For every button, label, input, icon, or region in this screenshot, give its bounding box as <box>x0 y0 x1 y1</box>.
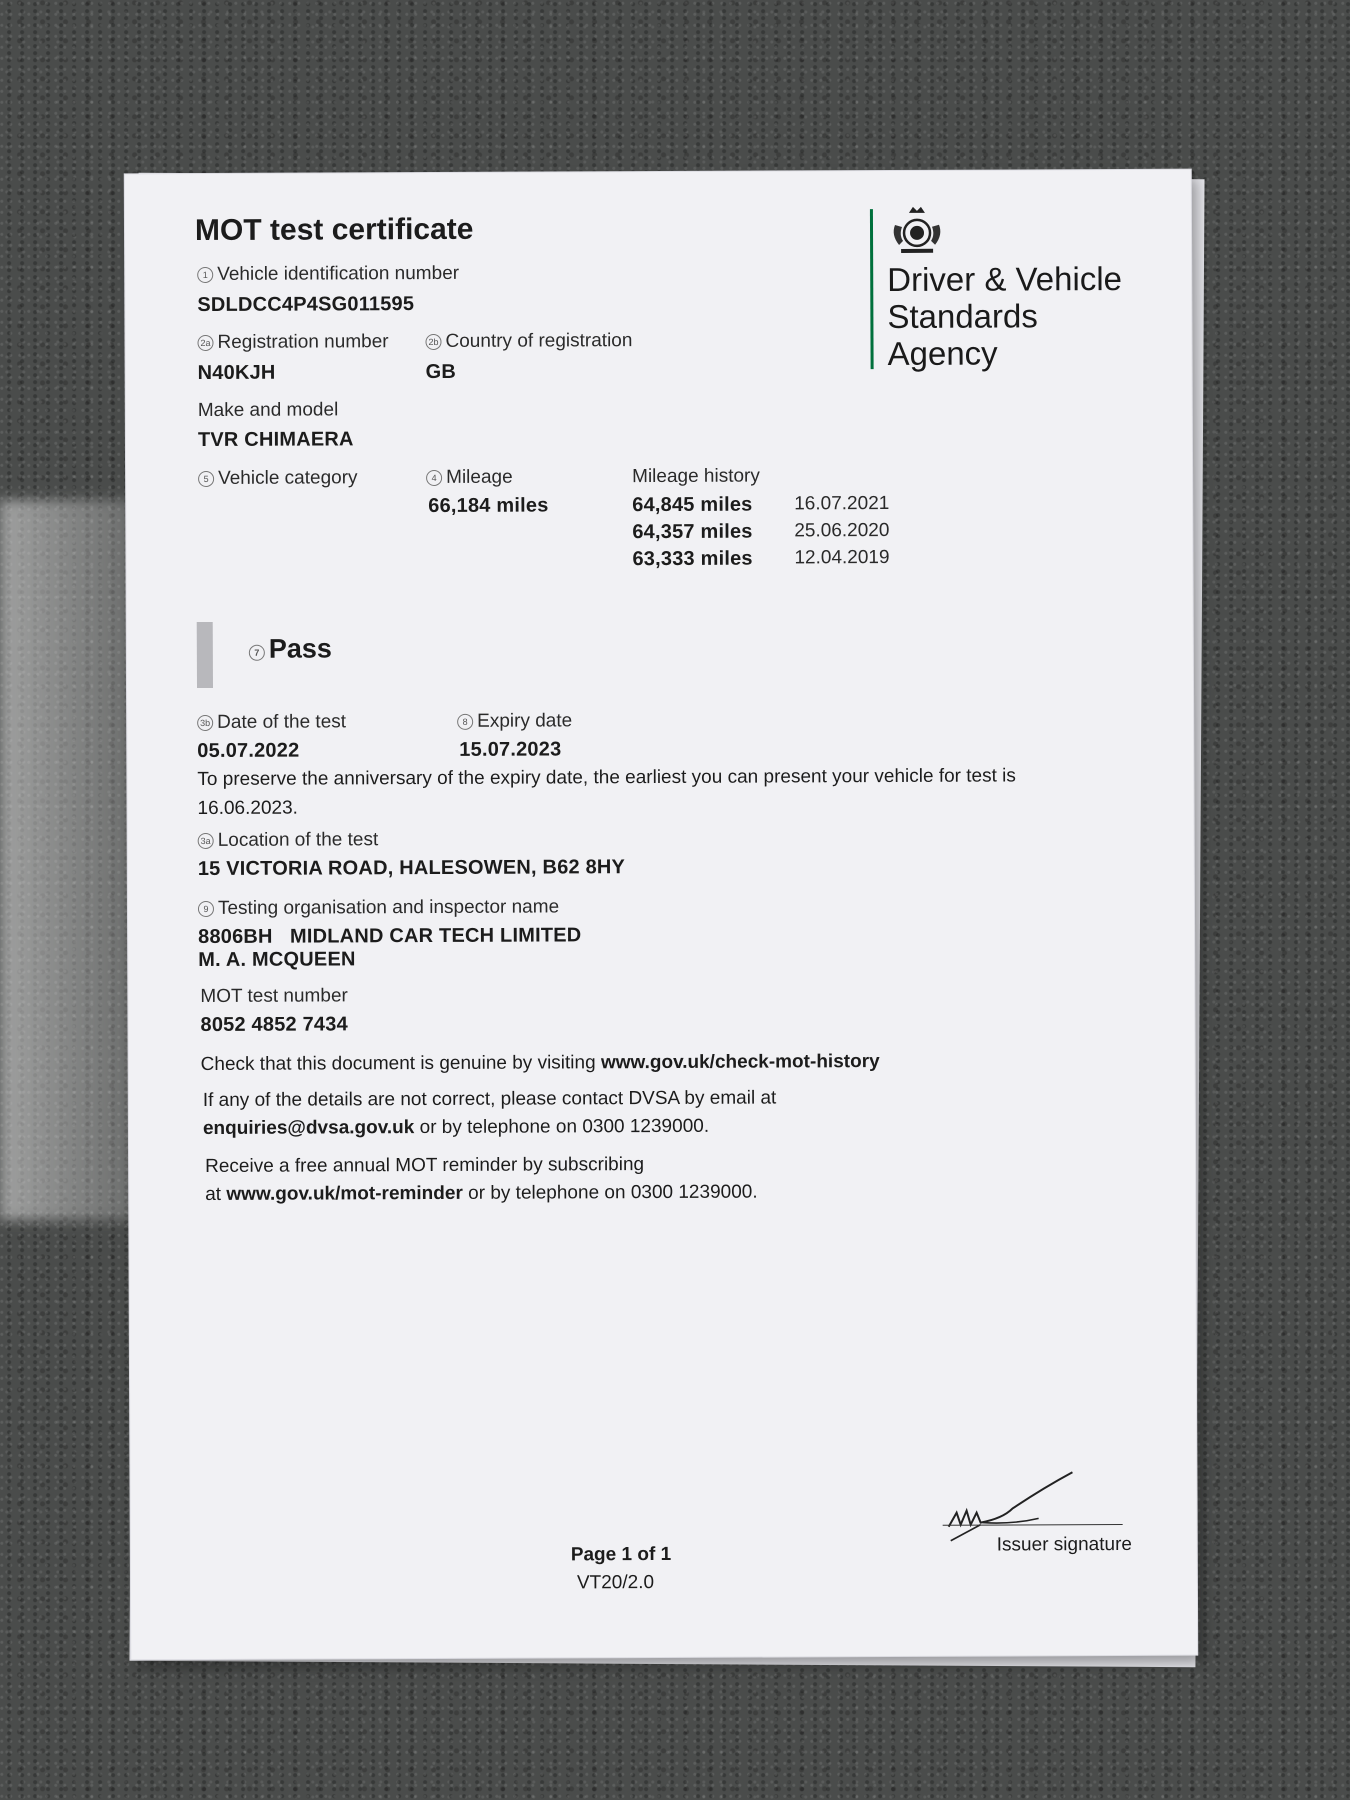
reminder-telephone-text: or by telephone on 0300 1239000. <box>468 1181 758 1204</box>
agency-name-line3: Agency <box>887 334 998 373</box>
location-label-text: Location of the test <box>217 829 379 851</box>
form-code: VT20/2.0 <box>576 1572 655 1594</box>
issuer-signature-label: Issuer signature <box>996 1533 1132 1556</box>
result-pass-text: Pass <box>268 633 332 664</box>
check-mot-history-link[interactable]: www.gov.uk/check-mot-history <box>600 1051 880 1074</box>
country-label-text: Country of registration <box>445 330 633 352</box>
certificate-title: MOT test certificate <box>194 212 474 248</box>
location-label <box>198 829 379 852</box>
mot-reminder-link[interactable]: www.gov.uk/mot-reminder <box>226 1182 463 1205</box>
field-number-3a: 3a <box>198 833 214 849</box>
dvsa-accent-bar <box>870 209 874 369</box>
organisation-label-text: Testing organisation and inspector name <box>217 896 560 919</box>
light-glare <box>0 500 140 1220</box>
test-number-label: MOT test number <box>200 985 348 1008</box>
make-model-label: Make and model <box>197 399 339 422</box>
field-number-9: 9 <box>198 901 214 917</box>
agency-name-line1: Driver & Vehicle <box>887 259 1123 299</box>
mileage-history-date-2: 25.06.2020 <box>794 519 890 542</box>
agency-name <box>887 260 1122 372</box>
vin-label-text: Vehicle identification number <box>217 262 460 285</box>
reminder-line1: Receive a free annual MOT reminder by subscribing <box>205 1154 645 1177</box>
agency-name-line2: Standards <box>887 297 1038 336</box>
mileage-history-date-3: 12.04.2019 <box>794 546 890 569</box>
test-date-label <box>197 711 346 734</box>
mileage-history-miles-3: 63,333 miles <box>632 547 753 571</box>
check-genuine-prefix: Check that this document is genuine by visiting <box>200 1052 596 1076</box>
expiry-date-label <box>457 710 572 733</box>
contact-email-link[interactable]: enquiries@dvsa.gov.uk <box>202 1117 415 1140</box>
mileage-value: 66,184 miles <box>428 494 549 518</box>
mot-certificate-paper <box>125 170 1197 1660</box>
page-number: Page 1 of 1 <box>570 1543 672 1566</box>
mileage-history-miles-1: 64,845 miles <box>632 493 753 517</box>
expiry-date-value: 15.07.2023 <box>459 738 562 761</box>
test-number-value: 8052 4852 7434 <box>200 1013 348 1037</box>
organisation-label <box>198 896 559 920</box>
organisation-value <box>198 924 581 949</box>
mileage-history-date-1: 16.07.2021 <box>794 493 890 515</box>
field-number-8: 8 <box>457 714 473 730</box>
registration-label-text: Registration number <box>217 331 389 353</box>
field-number-2b: 2b <box>425 334 441 350</box>
vin-label <box>197 263 459 286</box>
test-date-label-text: Date of the test <box>217 711 347 733</box>
inspector-name: M. A. MCQUEEN <box>198 948 356 972</box>
anniversary-note-line2: 16.06.2023. <box>197 797 298 820</box>
expiry-date-label-text: Expiry date <box>477 710 573 732</box>
mileage-history-miles-2: 64,357 miles <box>632 520 753 544</box>
organisation-code: 8806BH <box>198 925 273 949</box>
organisation-name: MIDLAND CAR TECH LIMITED <box>289 924 582 948</box>
reminder-at: at <box>205 1183 222 1205</box>
contact-line1: If any of the details are not correct, please contact DVSA by email at <box>202 1087 777 1112</box>
field-number-5: 5 <box>198 471 214 487</box>
reminder-line2 <box>205 1182 757 1206</box>
registration-label <box>197 331 388 354</box>
registration-value: N40KJH <box>197 361 276 385</box>
location-value: 15 VICTORIA ROAD, HALESOWEN, B62 8HY <box>197 856 626 881</box>
result <box>249 633 332 664</box>
mileage-history-label: Mileage history <box>632 465 760 488</box>
test-date-value: 05.07.2022 <box>197 739 300 763</box>
result-bar <box>197 622 213 688</box>
royal-crest-icon <box>887 205 947 262</box>
mileage-label <box>426 467 513 489</box>
field-number-3b: 3b <box>197 715 213 731</box>
field-number-4: 4 <box>426 470 442 486</box>
contact-line2 <box>203 1116 709 1140</box>
field-number-2a: 2a <box>197 335 213 351</box>
contact-telephone-text: or by telephone on 0300 1239000. <box>419 1115 710 1139</box>
check-genuine-text <box>201 1051 880 1076</box>
country-label <box>425 330 632 353</box>
vin-value: SDLDCC4P4SG011595 <box>197 293 415 317</box>
country-value: GB <box>425 360 457 384</box>
vehicle-category-label-text: Vehicle category <box>218 467 358 489</box>
mileage-label-text: Mileage <box>446 466 513 488</box>
make-model-value: TVR CHIMAERA <box>197 428 354 452</box>
field-number-1: 1 <box>197 267 213 283</box>
vehicle-category-label <box>198 467 358 490</box>
field-number-7: 7 <box>249 645 265 661</box>
anniversary-note-line1: To preserve the anniversary of the expiry date, the earliest you can present your vehicle for test is <box>197 765 1016 791</box>
